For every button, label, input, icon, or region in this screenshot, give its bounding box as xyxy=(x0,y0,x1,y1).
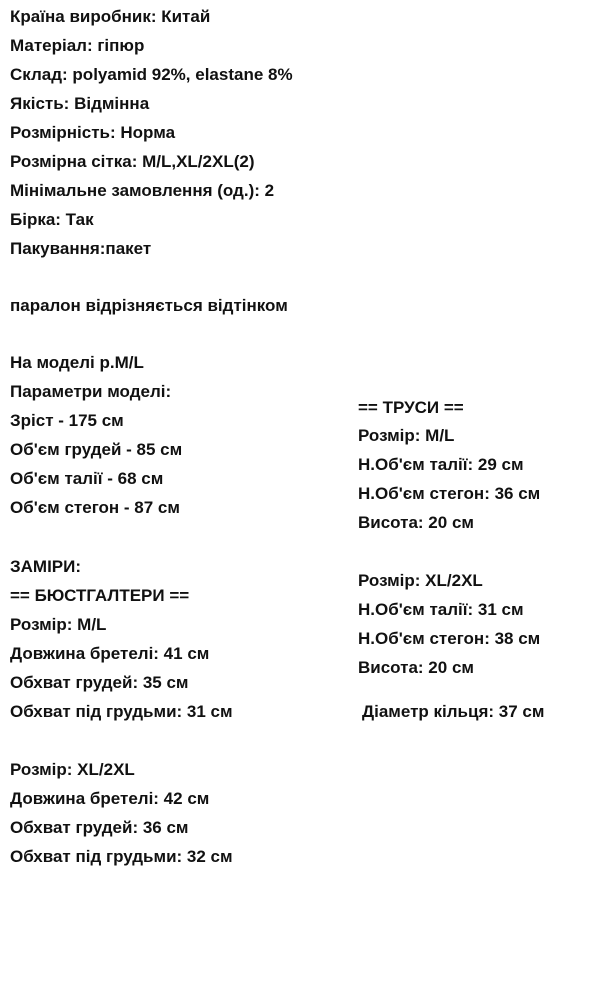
model-size-line: На моделі р.M/L xyxy=(10,353,144,372)
bra-heading: == БЮСТГАЛТЕРИ == xyxy=(10,586,190,605)
model-height-line: Зріст - 175 см xyxy=(10,411,124,430)
tag-line: Бірка: Так xyxy=(10,210,94,229)
ring-diameter-line: Діаметр кільця: 37 см xyxy=(362,702,545,721)
panties-hips-2: Н.Об'єм стегон: 38 см xyxy=(358,629,541,648)
model-hips-line: Об'єм стегон - 87 см xyxy=(10,498,180,517)
panties-size-1: Розмір: M/L xyxy=(358,426,455,445)
composition-line: Склад: polyamid 92%, elastane 8% xyxy=(10,65,293,84)
model-chest-line: Об'єм грудей - 85 см xyxy=(10,440,183,459)
size-grid-line: Розмірна сітка: M/L,XL/2XL(2) xyxy=(10,152,255,171)
panties-waist-2: Н.Об'єм талії: 31 см xyxy=(358,600,524,619)
panties-waist-1: Н.Об'єм талії: 29 см xyxy=(358,455,524,474)
panties-height-1: Висота: 20 см xyxy=(358,513,474,532)
panties-hips-1: Н.Об'єм стегон: 36 см xyxy=(358,484,541,503)
model-params-heading: Параметри моделі: xyxy=(10,382,172,401)
bra-strap-1: Довжина бретелі: 41 см xyxy=(10,644,210,663)
model-waist-line: Об'єм талії - 68 см xyxy=(10,469,164,488)
min-order-line: Мінімальне замовлення (од.): 2 xyxy=(10,181,275,200)
foam-note-line: паралон відрізняється відтінком xyxy=(10,296,288,315)
sizing-line: Розмірність: Норма xyxy=(10,123,176,142)
bra-size-1: Розмір: M/L xyxy=(10,615,107,634)
bra-chest-1: Обхват грудей: 35 см xyxy=(10,673,189,692)
panties-heading: == ТРУСИ == xyxy=(358,398,464,417)
bra-strap-2: Довжина бретелі: 42 см xyxy=(10,789,210,808)
panties-size-2: Розмір: XL/2XL xyxy=(358,571,483,590)
bra-chest-2: Обхват грудей: 36 см xyxy=(10,818,189,837)
bra-size-2: Розмір: XL/2XL xyxy=(10,760,135,779)
measurements-heading: ЗАМІРИ: xyxy=(10,557,82,576)
panties-height-2: Висота: 20 см xyxy=(358,658,474,677)
bra-underbust-2: Обхват під грудьми: 32 см xyxy=(10,847,233,866)
packaging-line: Пакування:пакет xyxy=(10,239,152,258)
bra-underbust-1: Обхват під грудьми: 31 см xyxy=(10,702,233,721)
material-line: Матеріал: гіпюр xyxy=(10,36,145,55)
quality-line: Якість: Відмінна xyxy=(10,94,150,113)
country-line: Країна виробник: Китай xyxy=(10,7,211,26)
